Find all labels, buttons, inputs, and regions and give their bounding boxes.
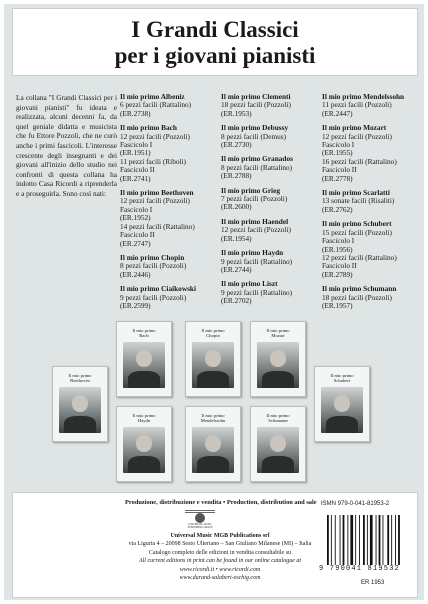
book-cover: [250, 406, 306, 482]
entry-detail: Fascicolo II: [120, 230, 155, 240]
entry-detail: 15 pezzi facili (Pozzoli): [322, 227, 392, 237]
entry-title: Il mio primo Schubert: [322, 219, 392, 229]
entry-detail: Fascicolo I: [120, 140, 153, 150]
production-line: Produzione, distribuzione e vendita • Production, distribution and sale: [125, 499, 317, 506]
entry-detail: 8 pezzi facili (Pozzoli): [120, 261, 187, 271]
entry-detail: 7 pezzi facili (Pozzoli): [221, 194, 288, 204]
cover-title: [253, 328, 303, 339]
book-cover: [185, 406, 241, 482]
entry-title: Il mio primo Mendelssohn: [322, 92, 405, 101]
book-cover: [116, 321, 172, 397]
book-cover: [185, 321, 241, 397]
catalog-code: ER 1953: [361, 580, 385, 586]
cover-title: [119, 328, 169, 339]
cover-composer: Schumann: [268, 418, 288, 424]
composer-portrait: [59, 387, 101, 433]
book-cover: [52, 366, 108, 442]
entry-title: Il mio primo Chopin: [120, 252, 185, 262]
title-box: [12, 8, 418, 76]
entry-title: Il mio primo Haydn: [221, 248, 284, 258]
entry-detail: 14 pezzi facili (Rattalino): [120, 221, 195, 231]
cover-series: Il mio primo: [266, 328, 290, 333]
entry-detail: (ER.1955): [322, 148, 353, 158]
composer-portrait: [123, 342, 165, 388]
catalog-column-1: [120, 93, 196, 316]
entry-title: Il mio primo Clementi: [221, 92, 291, 101]
entry-detail: (ER.2778): [322, 173, 353, 183]
entry-detail: (ER.2600): [221, 202, 252, 212]
catalog-entry: [120, 93, 196, 118]
composer-portrait: [257, 427, 299, 473]
catalog-column-2: [221, 93, 293, 312]
cover-composer: Mendelssohn: [200, 418, 226, 424]
entry-title: Il mio primo Debussy: [221, 123, 289, 133]
entry-detail: Fascicolo I: [120, 204, 153, 214]
cover-composer: Schubert: [333, 378, 351, 384]
barcode-digits: 9 790041 819532: [319, 565, 401, 573]
entry-detail: (ER.2789): [322, 269, 353, 279]
entry-detail: 12 pezzi facili (Pozzoli): [120, 131, 190, 141]
entry-detail: (ER.2788): [221, 171, 252, 181]
series-subtitle: per i giovani pianisti: [114, 43, 316, 68]
catalog-entry: [221, 280, 293, 305]
cover-title: [317, 373, 367, 384]
entry-detail: (ER.2599): [120, 300, 151, 310]
catalog-entry: [120, 285, 196, 310]
logo-text: PUBLISHING GROUP: [187, 526, 213, 529]
cover-title: [188, 328, 238, 339]
publisher-logo: [185, 509, 215, 529]
company-address: via Liguria 4 – 20098 Sesto Ulteriano – San Giuliano Milanese (MI) – Italia: [128, 541, 312, 547]
composer-portrait: [123, 427, 165, 473]
catalog-entry: [221, 93, 293, 118]
cover-series: Il mio primo: [132, 413, 156, 418]
entry-detail: 18 pezzi facili (Pozzoli): [322, 292, 392, 302]
ismn-number: ISMN 979-0-041-81953-2: [321, 501, 390, 507]
catalog-entry: [322, 285, 404, 310]
cover-title: [119, 413, 169, 424]
entry-detail: Fascicolo II: [120, 165, 155, 175]
entry-detail: (ER.1956): [322, 244, 353, 254]
catalog-entry: [221, 249, 293, 274]
catalog-note-en: All current editions in print can be found in our online catalogue at: [138, 558, 302, 564]
entry-detail: 11 pezzi facili (Pozzoli): [322, 100, 392, 110]
website-link: www.durand-salabert-eschig.com: [179, 575, 261, 581]
cover-composer: Bach: [139, 333, 149, 339]
entry-detail: Fascicolo II: [322, 165, 357, 175]
globe-icon: [195, 513, 205, 523]
book-cover: [314, 366, 370, 442]
entry-detail: (ER.1954): [221, 233, 252, 243]
entry-detail: 16 pezzi facili (Rattalino): [322, 156, 397, 166]
series-title: I Grandi Classici: [131, 17, 299, 42]
entry-detail: (ER.1957): [322, 300, 353, 310]
entry-detail: 11 pezzi facili (Riboli): [120, 156, 186, 166]
entry-title: Il mio primo Albeniz: [120, 92, 185, 101]
book-cover: [116, 406, 172, 482]
catalog-entry: [221, 218, 293, 243]
entry-detail: Fascicolo II: [322, 261, 357, 271]
catalog-entry: [120, 189, 196, 248]
logo-text: UNIVERSAL MUSIC: [188, 523, 212, 526]
entry-detail: 13 sonate facili (Risaliti): [322, 196, 395, 206]
composer-portrait: [192, 427, 234, 473]
company-name: Universal Music MGB Publications srl: [170, 533, 270, 539]
entry-detail: (ER.1952): [120, 213, 151, 223]
publisher-footer: [12, 492, 418, 598]
entry-detail: 12 pezzi facili (Pozzoli): [120, 196, 190, 206]
catalog-entry: [322, 220, 404, 279]
website-links: www.ricordi.it • www.ricordi.com: [179, 567, 261, 573]
entry-detail: 12 pezzi facili (Pozzoli): [221, 225, 291, 235]
entry-title: Il mio primo Granados: [221, 154, 293, 164]
cover-composer: Haydn: [137, 418, 151, 424]
entry-detail: (ER.2730): [221, 140, 252, 150]
composer-portrait: [321, 387, 363, 433]
catalog-entry: [322, 189, 404, 214]
entry-detail: 6 pezzi facili (Rattalino): [120, 100, 192, 110]
entry-detail: 8 pezzi facili (Demus): [221, 131, 287, 141]
catalog-column-3: [322, 93, 404, 316]
entry-detail: 8 pezzi facili (Rattalino): [221, 162, 293, 172]
entry-title: Il mio primo Bach: [120, 123, 177, 133]
entry-title: Il mio primo Ciaikowski: [120, 284, 197, 294]
cover-title: [253, 413, 303, 424]
entry-detail: 18 pezzi facili (Pozzoli): [221, 100, 291, 110]
back-cover: [4, 4, 424, 600]
entry-detail: (ER.2741): [120, 173, 151, 183]
entry-detail: 9 pezzi facili (Rattalino): [221, 287, 293, 297]
catalog-entry: [221, 155, 293, 180]
composer-portrait: [257, 342, 299, 388]
cover-composer: Chopin: [206, 333, 220, 339]
entry-detail: (ER.2747): [120, 238, 151, 248]
cover-series: Il mio primo: [201, 328, 225, 333]
entry-title: Il mio primo Schumann: [322, 284, 397, 294]
catalog-note: Catalogo completo delle edizioni in vendita consultabile su: [148, 550, 292, 556]
cover-composer: Beethoven: [70, 378, 90, 384]
entry-detail: Fascicolo I: [322, 140, 355, 150]
entry-detail: 12 pezzi facili (Rattalino): [322, 252, 397, 262]
entry-detail: 9 pezzi facili (Rattalino): [221, 256, 293, 266]
entry-detail: (ER.2762): [322, 204, 353, 214]
cover-title: [188, 413, 238, 424]
entry-detail: (ER.1951): [120, 148, 151, 158]
entry-detail: (ER.2702): [221, 296, 252, 306]
entry-title: Il mio primo Grieg: [221, 185, 280, 195]
catalog-entry: [120, 124, 196, 183]
barcode-icon: [325, 515, 403, 565]
entry-title: Il mio primo Mozart: [322, 123, 387, 133]
entry-detail: (ER.2738): [120, 108, 151, 118]
catalog-entry: [221, 124, 293, 149]
entry-detail: (ER.2446): [120, 269, 151, 279]
intro-paragraph: La collana "I Grandi Classici per i giovani pianisti" fu ideata e realizzata, alcuni decenni fa, da quel geniale didatta e musicista che fu Ettore Pozzoli, che ne curò anche i primi fascicoli. L'interesse crescente degli insegnanti e dei giovani all'inizio dello studio nei confronti di questa collana ha indotto Casa Ricordi a riprenderla e a proseguirla. Sono così nati:: [16, 93, 117, 198]
composer-portrait: [192, 342, 234, 388]
cover-series: Il mio primo: [132, 328, 156, 333]
cover-series: Il mio primo: [68, 373, 92, 378]
catalog-entry: [221, 187, 293, 212]
entry-title: Il mio primo Beethoven: [120, 188, 194, 198]
entry-detail: (ER.2744): [221, 264, 252, 274]
cover-composer: Mozart: [271, 333, 285, 339]
cover-title: [55, 373, 105, 384]
entry-detail: Fascicolo I: [322, 236, 355, 246]
book-cover: [250, 321, 306, 397]
cover-series: Il mio primo: [266, 413, 290, 418]
entry-detail: (ER.2447): [322, 108, 353, 118]
entry-detail: 12 pezzi facili (Pozzoli): [322, 131, 392, 141]
catalog-entry: [322, 93, 404, 118]
catalog-entry: [322, 124, 404, 183]
cover-series: Il mio primo: [330, 373, 354, 378]
cover-series: Il mio primo: [201, 413, 225, 418]
entry-detail: 9 pezzi facili (Pozzoli): [120, 292, 187, 302]
entry-title: Il mio primo Liszt: [221, 279, 278, 289]
entry-detail: (ER.1953): [221, 108, 252, 118]
entry-title: Il mio primo Scarlatti: [322, 188, 390, 198]
entry-title: Il mio primo Haendel: [221, 216, 289, 226]
catalog-entry: [120, 254, 196, 279]
